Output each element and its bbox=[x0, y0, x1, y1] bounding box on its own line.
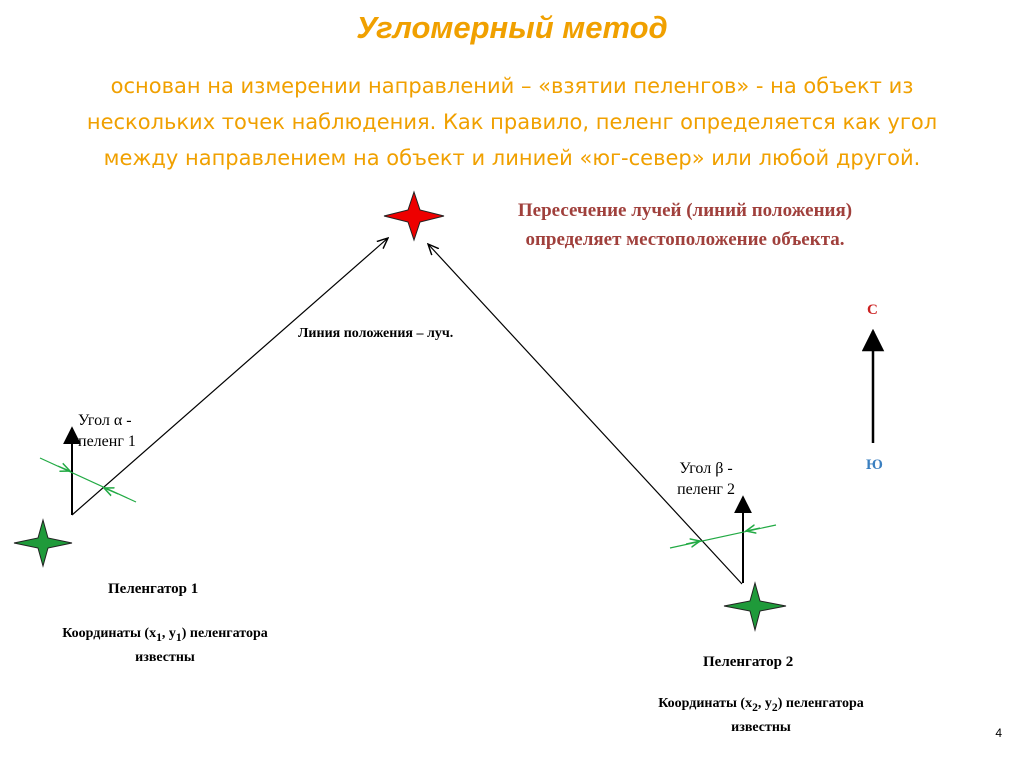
angle-1-label bbox=[78, 410, 136, 452]
compass-south-label: Ю bbox=[866, 457, 883, 473]
station-2-star-icon bbox=[724, 583, 786, 630]
angle-marker-1 bbox=[40, 458, 136, 502]
position-line-2 bbox=[428, 244, 742, 584]
angle-1-line-1: Угол α - bbox=[78, 412, 132, 429]
intro-line-3: между направлением на объект и линией «юг-север» или любой другой. bbox=[103, 146, 921, 170]
intro-line-2: нескольких точек наблюдения. Как правило, пеленг определяется как угол bbox=[86, 110, 938, 134]
station-1-coords bbox=[40, 624, 290, 668]
station-2-title: Пеленгатор 2 bbox=[703, 654, 794, 670]
target-star-icon bbox=[384, 192, 444, 240]
station-1-coords-line: Координаты ($x_1$, $y_1$) пеленгатора bbox=[62, 626, 268, 644]
station-2-coords-line: Координаты ($x_2$, $y_2$) пеленгатора bbox=[658, 696, 864, 714]
angle-marker-2 bbox=[670, 525, 776, 548]
angle-2-label bbox=[670, 458, 742, 500]
intersection-caption-line-2: определяет местоположение объекта. bbox=[525, 229, 845, 250]
position-line-1 bbox=[72, 238, 388, 515]
station-1-known: известны bbox=[135, 649, 195, 665]
intro-line-1: основан на измерении направлений – «взятии пеленгов» - на объект из bbox=[110, 74, 914, 98]
station-2-coords bbox=[636, 694, 886, 738]
slide-title: Угломерный метод bbox=[356, 10, 668, 45]
compass-north-label: С bbox=[867, 302, 878, 318]
angle-2-line-2: пеленг 2 bbox=[677, 481, 735, 498]
ray-label: Линия положения – луч. bbox=[298, 326, 454, 341]
station-1-title: Пеленгатор 1 bbox=[108, 581, 199, 597]
intersection-caption-line-1: Пересечение лучей (линий положения) bbox=[517, 200, 853, 221]
angle-2-line-1: Угол β - bbox=[679, 460, 733, 477]
station-2-known: известны bbox=[731, 719, 791, 735]
page-number: 4 bbox=[995, 726, 1002, 740]
angle-1-line-2: пеленг 1 bbox=[78, 433, 136, 450]
station-1-star-icon bbox=[14, 520, 72, 566]
